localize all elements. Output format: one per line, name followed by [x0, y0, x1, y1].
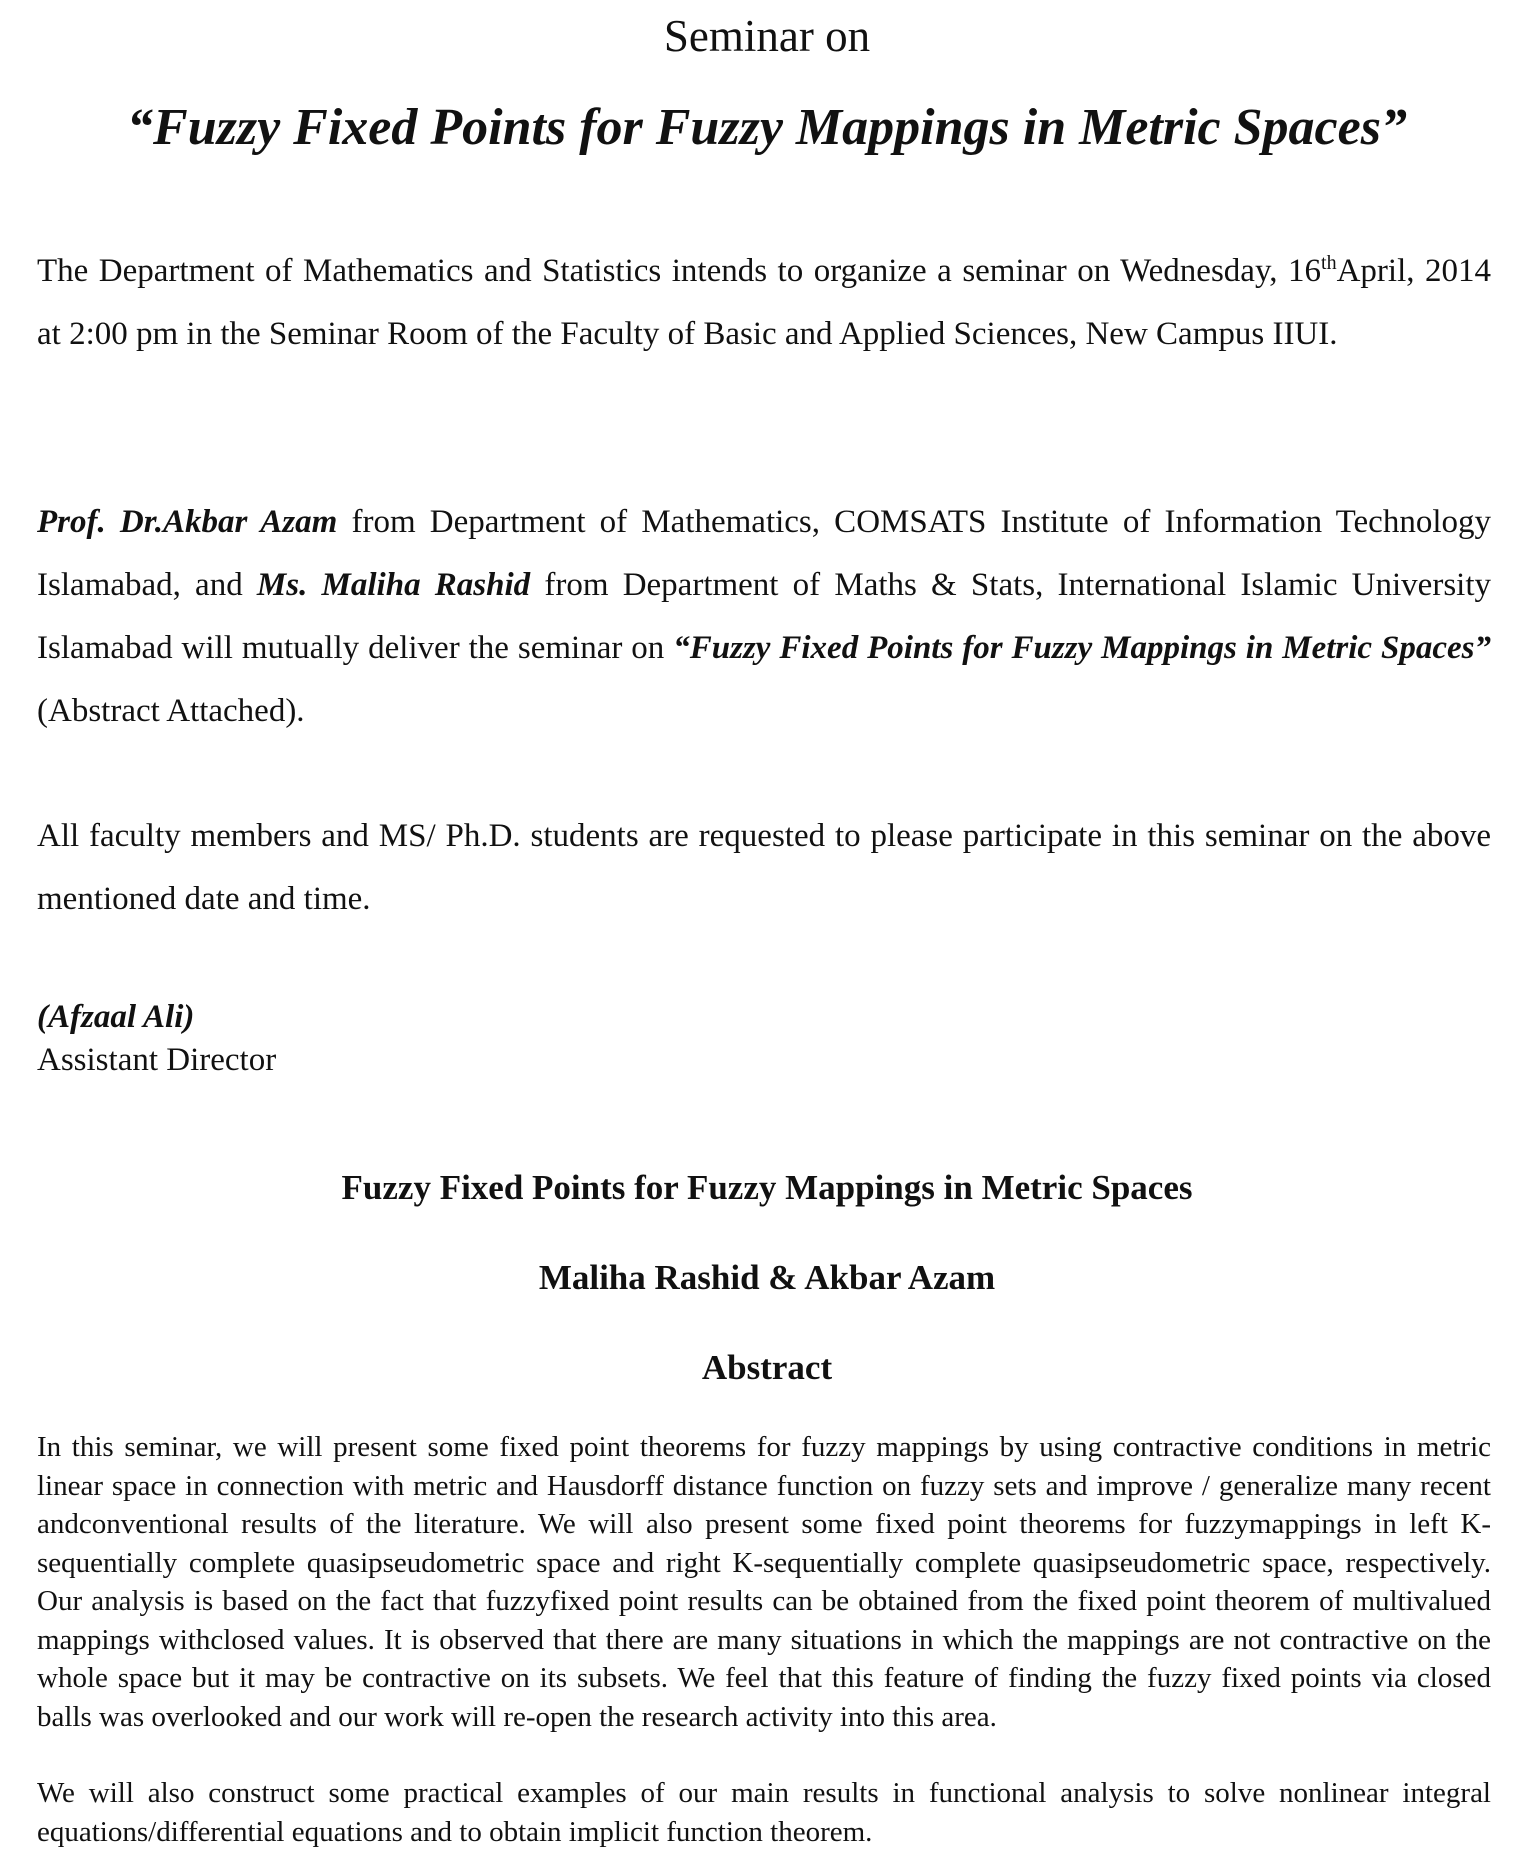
speaker-2-name: Ms. Maliha Rashid: [256, 567, 531, 603]
abstract-heading: Abstract: [701, 1348, 833, 1387]
abstract-title: Fuzzy Fixed Points for Fuzzy Mappings in Metric Spaces: [341, 1168, 1193, 1207]
seminar-title: “Fuzzy Fixed Points for Fuzzy Mappings in Metric Spaces”: [127, 99, 1407, 156]
participation-paragraph: All faculty members and MS/ Ph.D. students are requested to please participate in this seminar on the above mentioned date and time.: [37, 818, 1491, 917]
announcement-text: The Department of Mathematics and Statistics intends to organize a seminar on Wednesday, 16: [37, 253, 1322, 289]
speaker-1-affiliation: from Department of Mathematics, COMSATS Institute of Information Technology Islamabad, and: [37, 504, 1491, 603]
signatory-name: (Afzaal Ali): [37, 999, 195, 1035]
date-ordinal-suffix: th: [1321, 252, 1337, 274]
announcement-paragraph: [37, 240, 1491, 366]
abstract-authors: Maliha Rashid & Akbar Azam: [538, 1258, 996, 1297]
talk-title: “Fuzzy Fixed Points for Fuzzy Mappings in Metric Spaces”: [673, 630, 1491, 666]
talk-suffix: (Abstract Attached).: [37, 693, 305, 729]
seminar-label: Seminar on: [663, 11, 871, 61]
announcement-text-continued: April, 2014 at 2:00 pm in the Seminar Room of the Faculty of Basic and Applied Sciences, New Campus IIUI.: [37, 253, 1491, 352]
abstract-body-continued: We will also construct some practical examples of our main results in functional analysis to solve nonlinear integral equations/differential equations and to obtain implicit function theorem.: [37, 1777, 1491, 1848]
speaker-2-affiliation: from Department of Maths & Stats, International Islamic University Islamabad will mutually deliver the seminar on: [37, 567, 1491, 666]
abstract-body: In this seminar, we will present some fixed point theorems for fuzzy mappings by using contractive conditions in metric linear space in connection with metric and Hausdorff distance function on fuzzy sets and improve / generalize many recent andconventional results of the literature. We will also present some fixed point theorems for fuzzymappings in left K-sequentially complete quasipseudometric space and right K-sequentially complete quasipseudometric space, respectively. Our analysis is based on the fact that fuzzyfixed point results can be obtained from the fixed point theorem of multivalued mappings withclosed values. It is observed that there are many situations in which the mappings are not contractive on the whole space but it may be contractive on its subsets. We feel that this feature of finding the fuzzy fixed points via closed balls was overlooked and our work will re-open the research activity into this area.: [37, 1431, 1491, 1733]
speakers-paragraph: [37, 491, 1491, 743]
speaker-1-name: Prof. Dr.Akbar Azam: [37, 504, 338, 540]
signatory-role: Assistant Director: [37, 1042, 277, 1078]
